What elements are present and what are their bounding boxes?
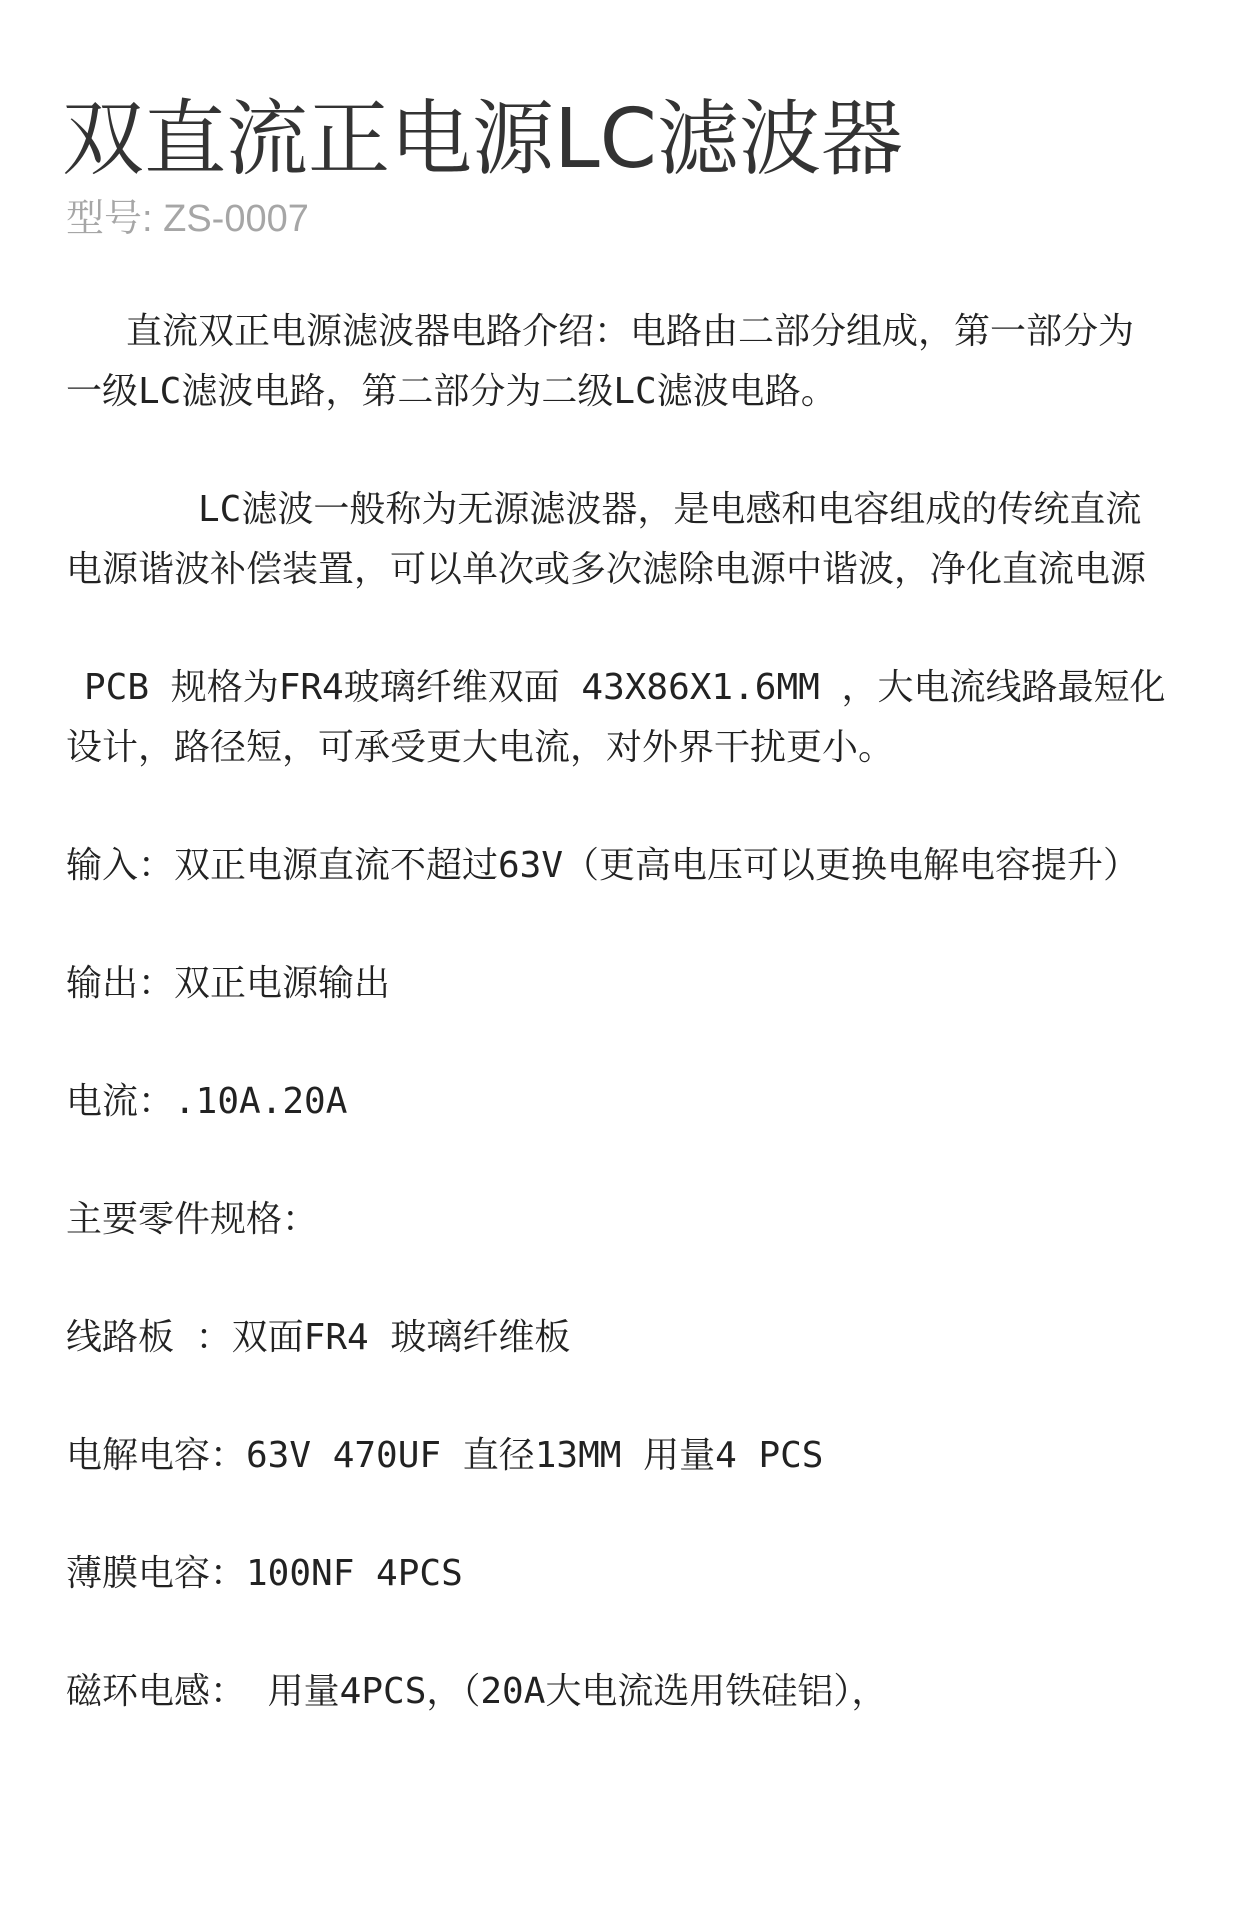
inductor-spec: 磁环电感： 用量4PCS，（20A大电流选用铁硅铝）， [66, 1671, 888, 1712]
product-description [66, 302, 1166, 1780]
input-spec: 输入：双正电源直流不超过63V（更高电压可以更换电解电容提升） [66, 845, 1140, 886]
current-spec: 电流：.10A.20A [66, 1081, 348, 1122]
lc-description-paragraph: LC滤波一般称为无源滤波器，是电感和电容组成的传统直流电源谐波补偿装置，可以单次或多次滤除电源中谐波，净化直流电源 [66, 489, 1147, 590]
product-title: 双直流正电源LC滤波器 [62, 92, 903, 187]
pcb-spec-paragraph: PCB 规格为FR4玻璃纤维双面 43X86X1.6MM ，大电流线路最短化设计，路径短，可承受更大电流，对外界干扰更小。 [66, 667, 1166, 768]
intro-paragraph: 直流双正电源滤波器电路介绍：电路由二部分组成，第一部分为一级LC滤波电路，第二部分为二级LC滤波电路。 [66, 311, 1135, 412]
product-model: 型号: ZS-0007 [66, 198, 309, 240]
parts-heading: 主要零件规格： [66, 1199, 319, 1240]
output-spec: 输出：双正电源输出 [66, 963, 391, 1004]
film-capacitor-spec: 薄膜电容：100NF 4PCS [66, 1553, 463, 1594]
electrolytic-capacitor-spec: 电解电容：63V 470UF 直径13MM 用量4 PCS [66, 1435, 824, 1476]
board-spec: 线路板 ：双面FR4 玻璃纤维板 [66, 1317, 571, 1358]
